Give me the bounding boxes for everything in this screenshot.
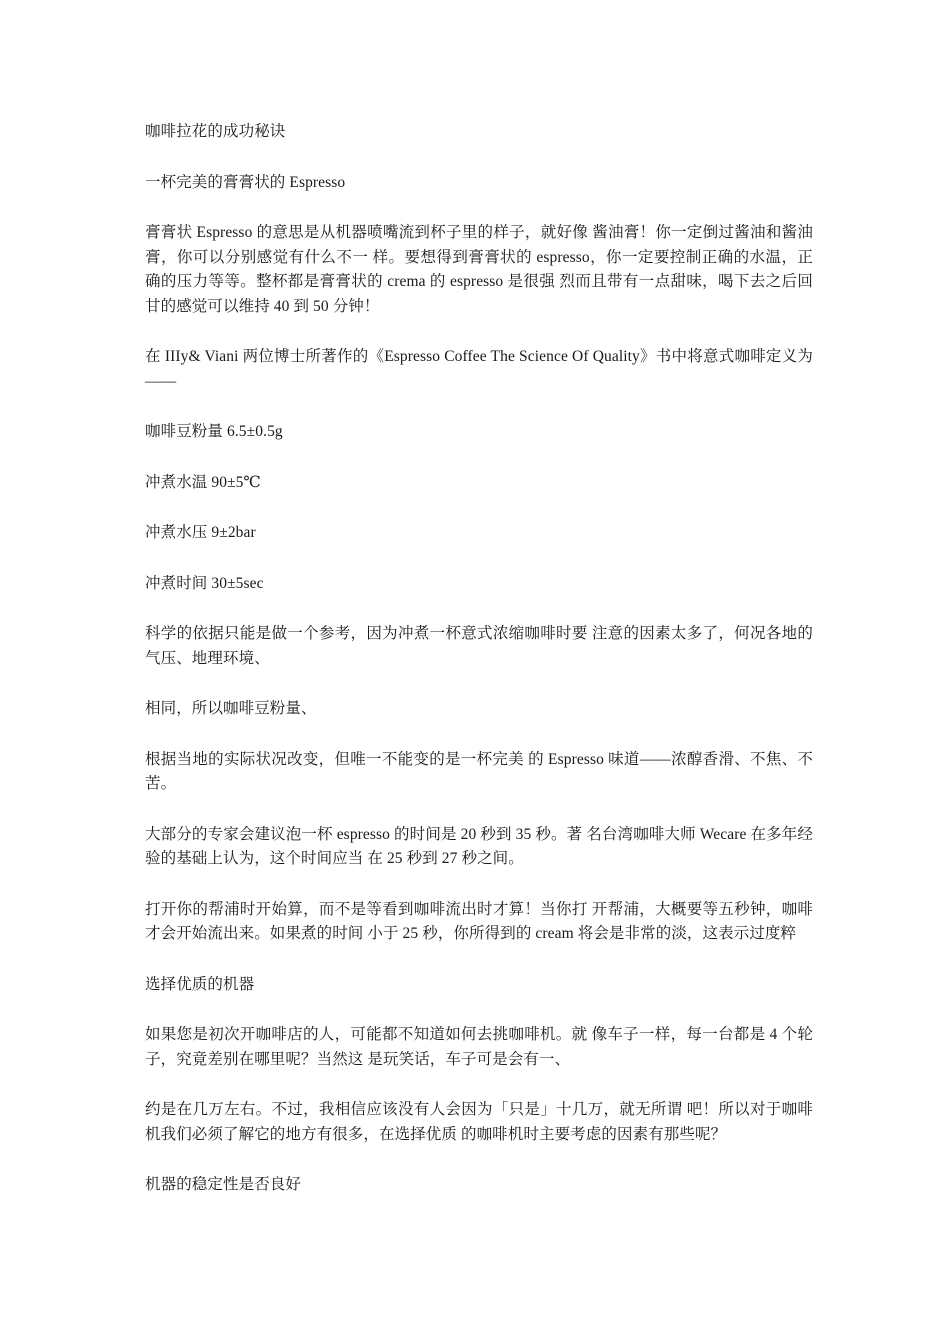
paragraph: 约是在几万左右。不过，我相信应该没有人会因为「只是」十几万，就无所谓 吧！所以对于咖啡机我们必须了解它的地方有很多，在选择优质 的咖啡机时主要考虑的因素有那些呢？ (145, 1101, 813, 1143)
paragraph: 机器的稳定性是否良好 (145, 1176, 302, 1193)
paragraph: 膏膏状 Espresso 的意思是从机器喷嘴流到杯子里的样子，就好像 酱油膏！你一定倒过酱油和酱油膏，你可以分别感觉有什么不一 样。要想得到膏膏状的 espresso，你一定要控制正确的水温，正确的压力等等。整杯都是膏膏状的 crema 的 espresso 是很强 烈而且带有一点甜味，喝下去之后回甘的感觉可以维持 40 到 50 分钟！ (145, 224, 813, 315)
paragraph: 如果您是初次开咖啡店的人，可能都不知道如何去挑咖啡机。就 像车子一样，每一台都是 4 个轮子，究竟差别在哪里呢？当然这 是玩笑话，车子可是会有一、 (145, 1026, 813, 1068)
paragraph: 在 IIIy& Viani 两位博士所著作的《Espresso Coffee The Science Of Quality》书中将意式咖啡定义为—— (145, 348, 813, 390)
paragraph: 冲煮水压 9±2bar (145, 524, 256, 541)
paragraph: 相同，所以咖啡豆粉量、 (145, 700, 317, 717)
paragraph: 根据当地的实际状况改变，但唯一不能变的是一杯完美 的 Espresso 味道——浓醇香滑、不焦、不苦。 (145, 750, 813, 792)
paragraph: 科学的依据只能是做一个参考，因为冲煮一杯意式浓缩咖啡时要 注意的因素太多了，何况各地的气压、地理环境、 (145, 625, 813, 667)
paragraph: 冲煮水温 90±5℃ (145, 473, 261, 491)
paragraph: 冲煮时间 30±5sec (145, 574, 264, 592)
paragraph: 打开你的帮浦时开始算，而不是等看到咖啡流出时才算！当你打 开帮浦，大概要等五秒钟，咖啡才会开始流出来。如果煮的时间 小于 25 秒，你所得到的 cream 将会是非常的淡，这表示过度粹 (145, 900, 813, 942)
document-page (145, 120, 813, 1224)
paragraph: 一杯完美的膏膏状的 Espresso (145, 173, 346, 191)
paragraph: 选择优质的机器 (145, 975, 255, 993)
document-title: 咖啡拉花的成功秘诀 (145, 123, 286, 140)
paragraph: 咖啡豆粉量 6.5±0.5g (145, 423, 283, 440)
paragraph: 大部分的专家会建议泡一杯 espresso 的时间是 20 秒到 35 秒。著 名台湾咖啡大师 Wecare 在多年经验的基础上认为，这个时间应当 在 25 秒到 27 秒之间。 (145, 825, 813, 867)
